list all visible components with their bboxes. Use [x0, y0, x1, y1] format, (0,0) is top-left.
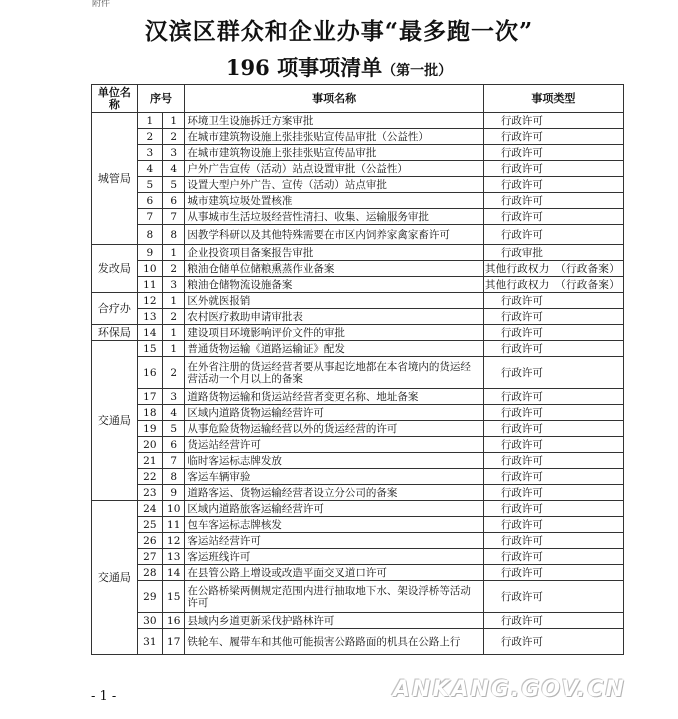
document-title: 汉滨区群众和企业办事“最多跑一次”	[144, 18, 534, 45]
dept-index-cell: 2	[163, 261, 185, 277]
dept-index-cell: 9	[163, 485, 185, 501]
dept-index-cell: 1	[163, 341, 185, 357]
total-index-cell: 3	[137, 145, 162, 161]
dept-index-cell: 4	[163, 161, 185, 177]
dept-cell: 环保局	[92, 325, 138, 341]
table-row	[92, 193, 624, 209]
item-type-cell: 行政许可	[483, 469, 623, 485]
item-name-cell: 县域内乡道更新采伐护路林许可	[185, 613, 483, 629]
table-row	[92, 485, 624, 501]
item-type-cell: 行政许可	[483, 325, 623, 341]
subtitle-batch: （第一批）	[382, 63, 453, 79]
total-index-cell: 10	[137, 261, 162, 277]
dept-index-cell: 17	[163, 629, 185, 655]
item-type-cell: 行政许可	[483, 225, 623, 245]
item-type-cell: 其他行政权力 （行政备案）	[483, 277, 623, 293]
item-type-cell: 行政许可	[483, 193, 623, 209]
dept-index-cell: 5	[163, 177, 185, 193]
total-index-cell: 4	[137, 161, 162, 177]
dept-index-cell: 3	[163, 277, 185, 293]
header-dept: 单位名称	[92, 85, 138, 113]
item-type-cell: 行政许可	[483, 113, 623, 129]
item-name-cell: 从事危险货物运输经营以外的货运经营的许可	[185, 421, 483, 437]
total-index-cell: 12	[137, 293, 162, 309]
dept-index-cell: 16	[163, 613, 185, 629]
header-item-type: 事项类型	[483, 85, 623, 113]
item-name-cell: 从事城市生活垃圾经营性清扫、收集、运输服务审批	[185, 209, 483, 225]
total-index-cell: 28	[137, 565, 162, 581]
item-name-cell: 因教学科研以及其他特殊需要在市区内饲养家禽家畜许可	[185, 225, 483, 245]
item-type-cell: 行政许可	[483, 629, 623, 655]
total-index-cell: 29	[137, 581, 162, 613]
table-row	[92, 309, 624, 325]
item-name-cell: 城市建筑垃圾处置核准	[185, 193, 483, 209]
total-index-cell: 13	[137, 309, 162, 325]
table-row	[92, 437, 624, 453]
item-name-cell: 粮油仓储单位储粮熏蒸作业备案	[185, 261, 483, 277]
table-row	[92, 565, 624, 581]
dept-index-cell: 4	[163, 405, 185, 421]
dept-index-cell: 1	[163, 113, 185, 129]
total-index-cell: 21	[137, 453, 162, 469]
item-name-cell: 铁轮车、履带车和其他可能损害公路路面的机具在公路上行	[185, 629, 483, 655]
item-type-cell: 行政许可	[483, 565, 623, 581]
total-index-cell: 16	[137, 357, 162, 389]
item-name-cell: 户外广告宣传（活动）站点设置审批（公益性）	[185, 161, 483, 177]
total-index-cell: 19	[137, 421, 162, 437]
total-index-cell: 27	[137, 549, 162, 565]
header-item-name: 事项名称	[185, 85, 483, 113]
table-body	[92, 113, 624, 655]
dept-index-cell: 1	[163, 293, 185, 309]
item-type-cell: 行政许可	[483, 177, 623, 193]
item-name-cell: 在公路桥梁两侧规定范围内进行抽取地下水、架设浮桥等活动许可	[185, 581, 483, 613]
item-type-cell: 行政许可	[483, 581, 623, 613]
item-name-cell: 在县管公路上增设或改造平面交叉道口许可	[185, 565, 483, 581]
item-type-cell: 行政许可	[483, 453, 623, 469]
item-type-cell: 行政许可	[483, 145, 623, 161]
table-row	[92, 469, 624, 485]
dept-index-cell: 1	[163, 325, 185, 341]
table-row	[92, 341, 624, 357]
item-type-cell: 行政许可	[483, 405, 623, 421]
total-index-cell: 14	[137, 325, 162, 341]
dept-index-cell: 2	[163, 129, 185, 145]
total-index-cell: 7	[137, 209, 162, 225]
total-index-cell: 31	[137, 629, 162, 655]
dept-index-cell: 11	[163, 517, 185, 533]
item-type-cell: 行政许可	[483, 293, 623, 309]
dept-index-cell: 2	[163, 309, 185, 325]
table-row	[92, 277, 624, 293]
table-row	[92, 357, 624, 389]
item-name-cell: 环境卫生设施拆迁方案审批	[185, 113, 483, 129]
items-table	[91, 84, 624, 655]
item-type-cell: 其他行政权力 （行政备案）	[483, 261, 623, 277]
table-row	[92, 581, 624, 613]
item-name-cell: 企业投资项目备案报告审批	[185, 245, 483, 261]
item-name-cell: 设置大型户外广告、宣传（活动）站点审批	[185, 177, 483, 193]
item-type-cell: 行政许可	[483, 533, 623, 549]
dept-index-cell: 7	[163, 453, 185, 469]
table-row	[92, 549, 624, 565]
item-name-cell: 在城市建筑物设施上张挂张贴宣传品审批（公益性）	[185, 129, 483, 145]
item-name-cell: 在外省注册的货运经营者要从事起讫地都在本省境内的货运经营活动一个月以上的备案	[185, 357, 483, 389]
item-name-cell: 客运班线许可	[185, 549, 483, 565]
item-type-cell: 行政许可	[483, 613, 623, 629]
item-type-cell: 行政许可	[483, 309, 623, 325]
total-index-cell: 5	[137, 177, 162, 193]
dept-index-cell: 10	[163, 501, 185, 517]
item-name-cell: 农村医疗救助申请审批表	[185, 309, 483, 325]
table-header-row	[92, 85, 624, 113]
dept-cell: 合疗办	[92, 293, 138, 325]
dept-index-cell: 3	[163, 389, 185, 405]
item-type-cell: 行政许可	[483, 209, 623, 225]
total-index-cell: 9	[137, 245, 162, 261]
total-index-cell: 2	[137, 129, 162, 145]
item-name-cell: 粮油仓储物流设施备案	[185, 277, 483, 293]
table-row	[92, 533, 624, 549]
table-row	[92, 517, 624, 533]
item-type-cell: 行政许可	[483, 341, 623, 357]
item-name-cell: 包车客运标志牌核发	[185, 517, 483, 533]
table-row	[92, 389, 624, 405]
total-index-cell: 18	[137, 405, 162, 421]
total-index-cell: 6	[137, 193, 162, 209]
dept-cell: 交通局	[92, 341, 138, 501]
site-watermark: ANKANG.GOV.CN	[393, 677, 626, 702]
item-type-cell: 行政许可	[483, 501, 623, 517]
table-row	[92, 177, 624, 193]
item-type-cell: 行政许可	[483, 517, 623, 533]
dept-index-cell: 15	[163, 581, 185, 613]
table-row	[92, 225, 624, 245]
total-index-cell: 24	[137, 501, 162, 517]
item-type-cell: 行政许可	[483, 357, 623, 389]
item-name-cell: 建设项目环境影响评价文件的审批	[185, 325, 483, 341]
total-index-cell: 23	[137, 485, 162, 501]
total-index-cell: 22	[137, 469, 162, 485]
document-subtitle	[0, 52, 678, 82]
item-name-cell: 客运车辆审验	[185, 469, 483, 485]
page-number: - 1 -	[91, 689, 117, 704]
header-index: 序号	[137, 85, 185, 113]
total-index-cell: 1	[137, 113, 162, 129]
total-index-cell: 20	[137, 437, 162, 453]
item-name-cell: 普通货物运输《道路运输证》配发	[185, 341, 483, 357]
item-type-cell: 行政许可	[483, 549, 623, 565]
table-row	[92, 209, 624, 225]
item-name-cell: 在城市建筑物设施上张挂张贴宣传品审批	[185, 145, 483, 161]
table-row	[92, 261, 624, 277]
item-type-cell: 行政许可	[483, 437, 623, 453]
item-name-cell: 区域内道路货物运输经营许可	[185, 405, 483, 421]
table-row	[92, 613, 624, 629]
total-index-cell: 25	[137, 517, 162, 533]
table-row	[92, 113, 624, 129]
total-index-cell: 26	[137, 533, 162, 549]
item-name-cell: 区外就医报销	[185, 293, 483, 309]
dept-index-cell: 8	[163, 469, 185, 485]
table-row	[92, 453, 624, 469]
item-type-cell: 行政许可	[483, 129, 623, 145]
dept-index-cell: 8	[163, 225, 185, 245]
item-type-cell: 行政许可	[483, 421, 623, 437]
total-index-cell: 11	[137, 277, 162, 293]
dept-index-cell: 6	[163, 193, 185, 209]
table-row	[92, 421, 624, 437]
item-name-cell: 区域内道路旅客运输经营许可	[185, 501, 483, 517]
table-row	[92, 161, 624, 177]
item-name-cell: 道路货物运输和货运站经营者变更名称、地址备案	[185, 389, 483, 405]
table-row	[92, 629, 624, 655]
dept-cell: 交通局	[92, 501, 138, 655]
table-row	[92, 129, 624, 145]
dept-index-cell: 2	[163, 357, 185, 389]
dept-index-cell: 14	[163, 565, 185, 581]
table-row	[92, 293, 624, 309]
item-type-cell: 行政许可	[483, 161, 623, 177]
attachment-mark: 附件	[92, 0, 111, 9]
dept-index-cell: 7	[163, 209, 185, 225]
table-row	[92, 325, 624, 341]
item-name-cell: 临时客运标志牌发放	[185, 453, 483, 469]
table-row	[92, 145, 624, 161]
table-row	[92, 501, 624, 517]
item-name-cell: 客运站经营许可	[185, 533, 483, 549]
dept-index-cell: 13	[163, 549, 185, 565]
total-index-cell: 30	[137, 613, 162, 629]
dept-index-cell: 3	[163, 145, 185, 161]
dept-cell: 城管局	[92, 113, 138, 245]
total-index-cell: 17	[137, 389, 162, 405]
dept-index-cell: 5	[163, 421, 185, 437]
dept-index-cell: 1	[163, 245, 185, 261]
item-name-cell: 货运站经营许可	[185, 437, 483, 453]
table-row	[92, 245, 624, 261]
dept-cell: 发改局	[92, 245, 138, 293]
dept-index-cell: 6	[163, 437, 185, 453]
table-row	[92, 405, 624, 421]
dept-index-cell: 12	[163, 533, 185, 549]
total-index-cell: 15	[137, 341, 162, 357]
subtitle-main: 196 项事项清单	[225, 55, 383, 80]
total-index-cell: 8	[137, 225, 162, 245]
item-type-cell: 行政许可	[483, 389, 623, 405]
item-type-cell: 行政审批	[483, 245, 623, 261]
item-name-cell: 道路客运、货物运输经营者设立分公司的备案	[185, 485, 483, 501]
item-type-cell: 行政许可	[483, 485, 623, 501]
